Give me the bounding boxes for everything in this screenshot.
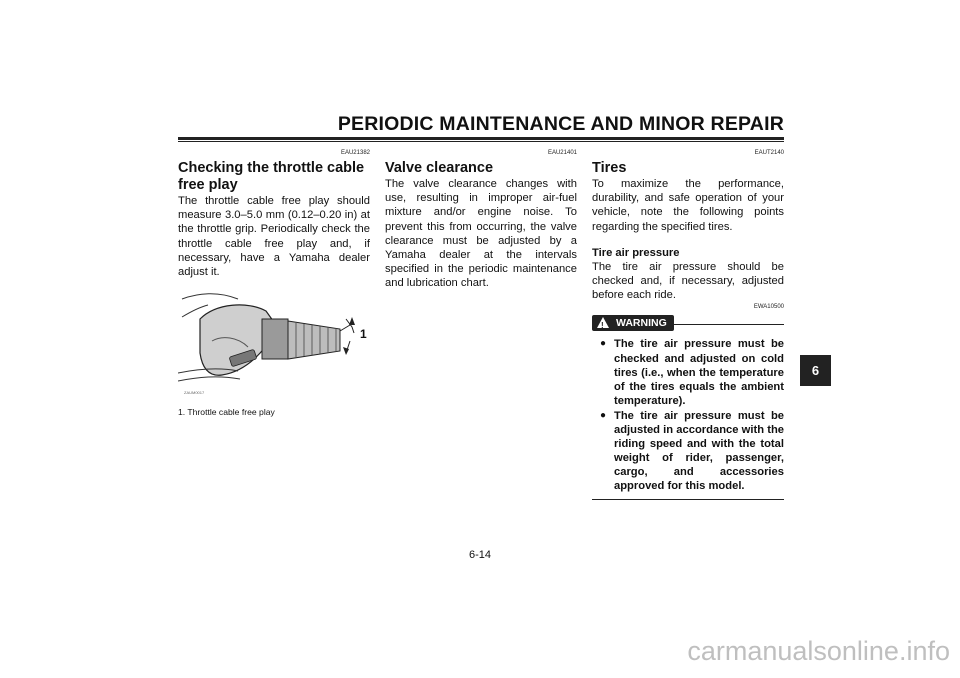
throttle-grip-figure [178,289,370,399]
warning-rule [674,324,784,325]
section-body: To maximize the performance, durability, and safe operation of your vehicle, note the following points regarding the specified tires. [592,178,784,233]
section-heading: Tires [592,160,627,176]
column-valve [385,150,577,291]
column-throttle [178,150,370,417]
chapter-tab: 6 [800,355,831,386]
bullet-icon: ● [600,338,607,350]
page-number: 6-14 [468,549,492,561]
figure-caption: 1. Throttle cable free play [178,407,275,418]
warning-header [592,315,784,333]
section-code: EAU21382 [340,150,370,156]
section-body: The valve clearance changes with use, resulting in improper air-fuel mixture and/or engine noise. To prevent this from occurring, the valve clearance must be adjusted by a Yamaha dealer at the intervals specified in the periodic maintenance and lubrication chart. [385,178,577,290]
bullet-icon: ● [600,409,607,421]
warning-item: ● The tire air pressure must be adjusted in accordance with the riding speed and with the total weight of rider, passenger, cargo, and accessories approved for this model. [600,409,784,493]
throttle-grip-illustration [178,289,370,399]
figure-callout: 1 [360,327,367,342]
warning-list [592,337,784,493]
section-heading: Checking the throttle cable free play [178,160,365,193]
header-rule-thin [178,141,784,142]
column-tires [592,150,784,500]
header-rule [178,137,784,140]
section-body: The throttle cable free play should measure 3.0–5.0 mm (0.12–0.20 in) at the throttle grip. Periodically check the throttle cable free play and, if necessary, have a Yamaha dealer adjust it. [178,195,370,279]
watermark: carmanualsonline.info [687,636,950,666]
page-header-title: PERIODIC MAINTENANCE AND MINOR REPAIR [337,113,784,135]
warning-code: EWA10500 [753,304,784,311]
section-code: EAUT2140 [754,150,784,156]
section-code: EAU21401 [547,150,577,156]
section-heading: Valve clearance [385,160,494,176]
figure-code: ZAUM0017 [184,390,205,396]
warning-badge: ! WARNING [592,315,674,331]
subsection-body: The tire air pressure should be checked and, if necessary, adjusted before each ride. [592,260,784,302]
warning-end-rule [592,499,784,500]
subsection-heading: Tire air pressure [592,246,680,259]
warning-item: ● The tire air pressure must be checked and adjusted on cold tires (i.e., when the temperature of the tires equals the ambient temperature). [600,338,784,407]
warning-label: WARNING [616,317,667,330]
